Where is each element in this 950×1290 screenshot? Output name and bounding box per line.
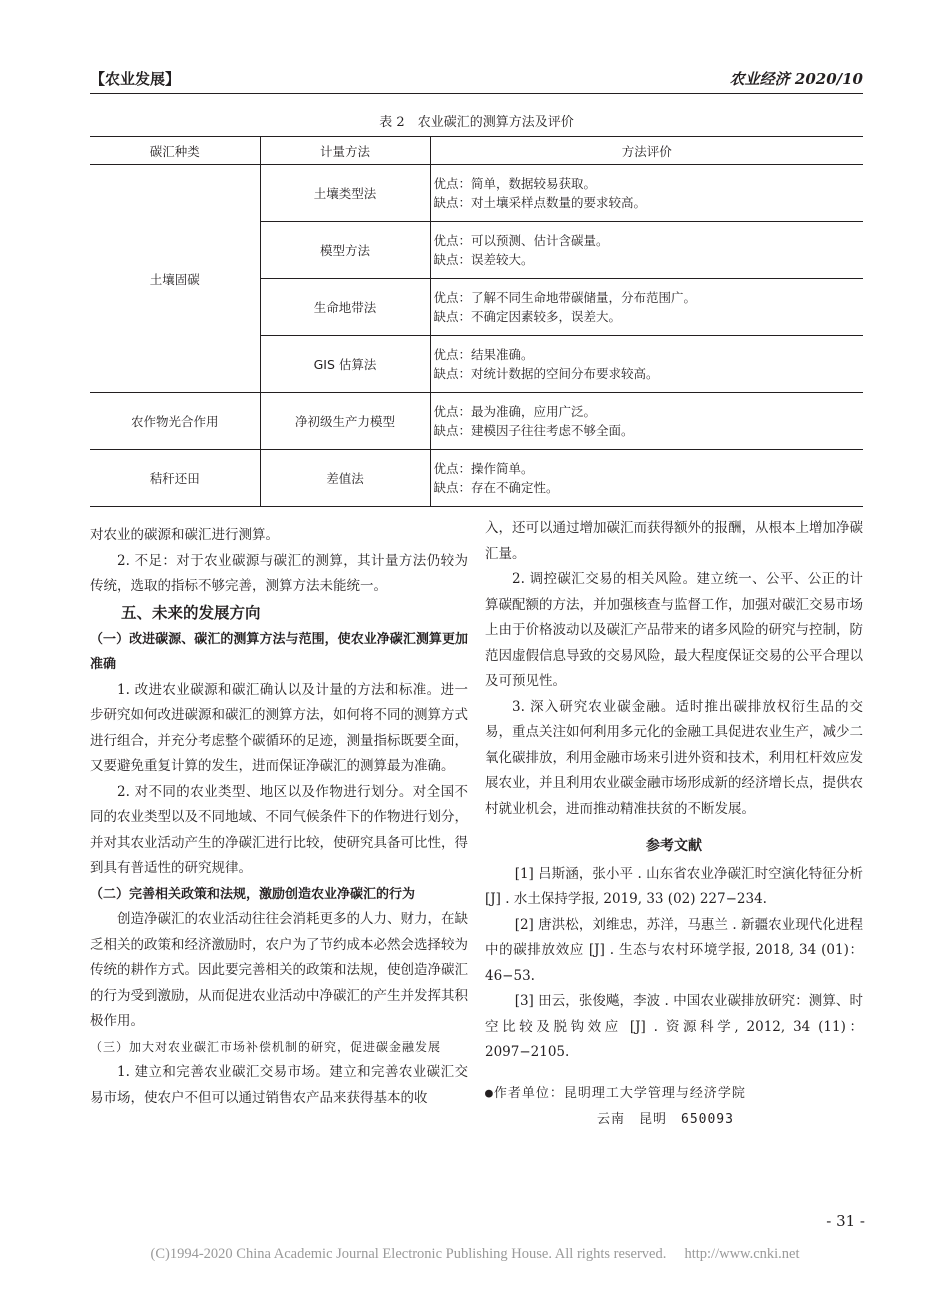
con-text: 缺点：误差较大。: [433, 252, 534, 267]
header-rule: [90, 93, 863, 94]
evaluation-cell: [430, 222, 863, 279]
header-method: 计量方法: [260, 137, 430, 165]
body-paragraph: 2. 不足：对于农业碳源与碳汇的测算，其计量方法仍较为传统，选取的指标不够完善，测算方法未能统一。: [90, 552, 468, 594]
con-text: 缺点：对土壤采样点数量的要求较高。: [433, 195, 647, 210]
pro-text: 优点：了解不同生命地带碳储量，分布范围广。: [433, 290, 697, 305]
method-cell: 土壤类型法: [260, 165, 430, 222]
sink-type-cell: 土壤固碳: [90, 165, 260, 393]
section-heading: 五、未来的发展方向: [121, 603, 261, 622]
pro-text: 优点：结果准确。: [433, 347, 534, 362]
table-caption: 表 2 农业碳汇的测算方法及评价: [379, 115, 574, 130]
journal-issue-label: 农业经济 2020/10: [729, 70, 863, 88]
evaluation-cell: [430, 393, 863, 450]
carbon-sink-methods-table: [90, 136, 863, 507]
right-text-column: [485, 516, 863, 1132]
pro-text: 优点：简单，数据较易获取。: [433, 176, 597, 191]
body-paragraph: 1. 改进农业碳源和碳汇确认以及计量的方法和标准。进一步研究如何改进碳源和碳汇的测算方法，如何将不同的测算方式进行组合，并充分考虑整个碳循环的足迹，测量指标既要全面，又要避免重复计算的发生，进而保证净碳汇的测算最为准确。: [90, 681, 468, 774]
pro-text: 优点：最为准确，应用广泛。: [433, 404, 597, 419]
author-affiliation: ●作者单位：昆明理工大学管理与经济学院: [485, 1085, 746, 1101]
reference-item: [1] 吕斯涵，张小平 . 山东省农业净碳汇时空演化特征分析 [J] . 水土保持学报, 2019, 33 (02) 227−234.: [485, 865, 863, 907]
body-paragraph: 1. 建立和完善农业碳汇交易市场。建立和完善农业碳汇交易市场，使农户不但可以通过销售农产品来获得基本的收: [90, 1064, 468, 1106]
method-cell: 净初级生产力模型: [260, 393, 430, 450]
sink-type-cell: 秸秆还田: [90, 450, 260, 507]
subsection-heading: （三）加大对农业碳汇市场补偿机制的研究，促进碳金融发展: [90, 1039, 442, 1054]
pro-text: 优点：可以预测、估计含碳量。: [433, 233, 609, 248]
body-paragraph: 创造净碳汇的农业活动往往会消耗更多的人力、财力，在缺乏相关的政策和经济激励时，农户为了节约成本必然会选择较为传统的耕作方式。因此要完善相关的政策和法规，使创造净碳汇的行为受到激励，从而促进农业活动中净碳汇的产生并发挥其积极作用。: [90, 911, 468, 1029]
subsection-heading: （一）改进碳源、碳汇的测算方法与范围，使农业净碳汇测算更加准确: [90, 631, 468, 672]
body-paragraph: 入，还可以通过增加碳汇而获得额外的报酬，从根本上增加净碳汇量。: [485, 520, 863, 562]
con-text: 缺点：建模因子往往考虑不够全面。: [433, 423, 634, 438]
left-text-column: [90, 523, 468, 1111]
body-paragraph: 3. 深入研究农业碳金融。适时推出碳排放权衍生品的交易，重点关注如何利用多元化的金融工具促进农业生产，减少二氧化碳排放，利用金融市场来引进外资和技术，利用杠杆效应发展农业，并且利用农业碳金融市场形成新的经济增长点，提供农村就业机会，进而推动精准扶贫的不断发展。: [485, 698, 863, 817]
pro-text: 优点：操作简单。: [433, 461, 534, 476]
method-cell: 差值法: [260, 450, 430, 507]
con-text: 缺点：存在不确定性。: [433, 480, 559, 495]
evaluation-cell: [430, 165, 863, 222]
reference-item: [2] 唐洪松，刘维忠，苏洋，马惠兰 . 新疆农业现代化进程中的碳排放效应 [J] . 生态与农村环境学报, 2018, 34 (01)：46−53.: [485, 916, 863, 984]
journal-section-label: 【农业发展】: [90, 70, 181, 88]
table-row: [90, 393, 863, 450]
author-address: 云南 昆明 650093: [597, 1111, 734, 1127]
table-row: [90, 165, 863, 222]
method-cell: GIS 估算法: [260, 336, 430, 393]
method-cell: 生命地带法: [260, 279, 430, 336]
con-text: 缺点：不确定因素较多，误差大。: [433, 309, 622, 324]
references-heading: 参考文献: [646, 838, 702, 854]
reference-item: [3] 田云，张俊飚，李波 . 中国农业碳排放研究：测算、时空比较及脱钩效应 [J] . 资源科学, 2012, 34 (11)：2097−2105.: [485, 993, 863, 1060]
evaluation-cell: [430, 279, 863, 336]
body-paragraph: 2. 对不同的农业类型、地区以及作物进行划分。对全国不同的农业类型以及不同地域、不同气候条件下的作物进行划分，并对其农业活动产生的净碳汇进行比较，使研究具备可比性，得到具有普适性的研究规律。: [90, 783, 468, 876]
copyright-footer: (C)1994-2020 China Academic Journal Electronic Publishing House. All rights reserved. http://www.cnki.net: [150, 1246, 800, 1262]
con-text: 缺点：对统计数据的空间分布要求较高。: [433, 366, 659, 381]
method-cell: 模型方法: [260, 222, 430, 279]
sink-type-cell: 农作物光合作用: [90, 393, 260, 450]
table-header-row: [90, 137, 863, 165]
page-number: - 31 -: [826, 1212, 865, 1230]
table-row: [90, 450, 863, 507]
header-sink-type: 碳汇种类: [90, 137, 260, 165]
subsection-heading: （二）完善相关政策和法规，激励创造农业净碳汇的行为: [90, 886, 416, 902]
header-evaluation: 方法评价: [430, 137, 863, 165]
body-paragraph: 2. 调控碳汇交易的相关风险。建立统一、公平、公正的计算碳配额的方法，并加强核查与监督工作，加强对碳汇交易市场上由于价格波动以及碳汇产品带来的诸多风险的研究与控制，防范因虚假信息导致的交易风险，最大程度保证交易的公平合理以及可预见性。: [485, 571, 863, 689]
evaluation-cell: [430, 450, 863, 507]
body-paragraph: 对农业的碳源和碳汇进行测算。: [90, 527, 279, 543]
evaluation-cell: [430, 336, 863, 393]
